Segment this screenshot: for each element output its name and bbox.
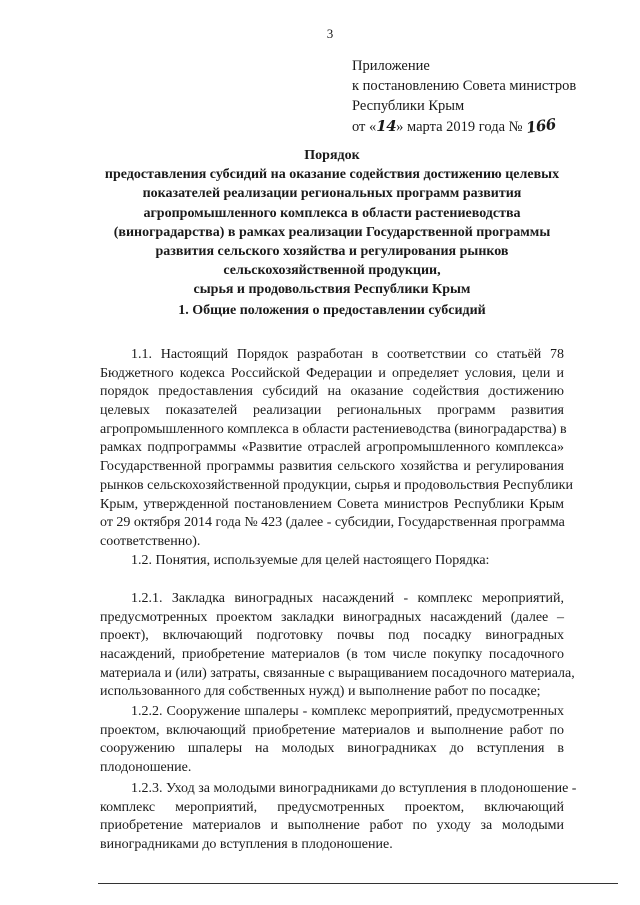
paragraph-line: Крым, утвержденной постановлением Совета министров Республики Крым <box>100 496 564 512</box>
paragraph-line: рынков сельскохозяйственной продукции, сырья и продовольствия Республики <box>100 477 573 493</box>
date-prefix: от « <box>352 119 377 135</box>
paragraph-line: от 29 октября 2014 года № 423 (далее - субсидии, Государственная программа <box>100 515 565 531</box>
date-day-handwritten: 14 <box>376 117 397 135</box>
paragraph-line: 1.2. Понятия, используемые для целей настоящего Порядка: <box>131 553 490 568</box>
paragraph-line: 1.2.3. Уход за молодыми виноградниками до вступления в плодоношение - <box>131 781 577 796</box>
paragraph-line: 1.2.2. Сооружение шпалеры - комплекс мероприятий, предусмотренных <box>131 704 564 719</box>
document-title <box>100 146 564 300</box>
title-line: показателей реализации региональных программ развития <box>142 186 522 202</box>
paragraph-line: предусмотренных проектом закладки виноградных насаждений (далее – <box>100 609 564 625</box>
paragraph-line: Бюджетного кодекса Российской Федерации и определяет условия, цели и <box>100 365 564 381</box>
paragraph-line: целевых показателей реализации региональных программ развития <box>100 403 564 419</box>
date-rest: » марта 2019 года № <box>396 119 523 135</box>
title-line: сельскохозяйственной продукции, <box>223 263 441 279</box>
appendix-reference: к постановлению Совета министров <box>352 78 577 94</box>
paragraph-1-1 <box>100 346 573 552</box>
paragraph-line: плодоношение. <box>100 760 192 776</box>
appendix-block <box>352 56 576 137</box>
title-line: (виноградарства) в рамках реализации Государственной программы <box>113 224 551 240</box>
paragraph-1-2-3 <box>100 780 577 855</box>
paragraph-line: материала и (или) затраты, связанные с выращиванием посадочного материала, <box>100 665 575 681</box>
appendix-republic: Республики Крым <box>352 98 465 114</box>
paragraph-line: виноградниками до вступления в плодоношение. <box>100 837 393 853</box>
paragraph-line: порядок предоставления субсидий на оказание содействия достижению <box>100 384 564 400</box>
paragraph-line: комплекс мероприятий, предусмотренных проектом, включающий <box>100 799 564 815</box>
paragraph-line: 1.1. Настоящий Порядок разработан в соответствии со статьёй 78 <box>131 347 564 362</box>
title-line: предоставления субсидий на оказание содействия достижению целевых <box>104 167 560 183</box>
paragraph-line: насаждений, приобретение материалов (в том числе покупку посадочного <box>100 647 564 663</box>
paragraph-line: использованного для собственных нужд) и выполнение работ по посадке; <box>100 684 541 700</box>
paragraph-1-2-2 <box>100 703 564 778</box>
doc-number-handwritten: 166 <box>525 115 558 137</box>
title-heading: Порядок <box>304 148 360 163</box>
paragraph-line: проект), включающий подготовку почвы под посадку виноградных <box>100 628 564 644</box>
title-line: агропромышленного комплекса в области растениеводства <box>143 205 521 221</box>
paragraph-line: рамках подпрограммы «Развитие отраслей агропромышленного комплекса» <box>100 440 564 456</box>
paragraph-line: соответственно). <box>100 533 201 549</box>
paragraph-line: Государственной программы развития сельского хозяйства и регулирования <box>100 459 564 475</box>
title-line: развития сельского хозяйства и регулирования рынков <box>155 244 509 260</box>
paragraph-1-2-1 <box>100 590 575 702</box>
page-number: 3 <box>326 26 334 41</box>
title-line: сырья и продовольствия Республики Крым <box>193 282 471 298</box>
paragraph-line: агропромышленного комплекса в области растениеводства (виноградарства) в <box>100 421 567 437</box>
paragraph-line: проектом, включающий приобретение материалов и выполнение работ по <box>100 722 564 738</box>
paragraph-1-2 <box>100 552 564 571</box>
paragraph-line: приобретение материалов и выполнение работ по уходу за молодыми <box>100 818 564 834</box>
appendix-title: Приложение <box>352 58 430 74</box>
paragraph-line: сооружению шпалеры на молодых виноградниках до вступления в <box>100 741 564 757</box>
appendix-date-line <box>352 116 576 137</box>
footnote-divider <box>98 883 618 884</box>
section-heading: 1. Общие положения о предоставлении субсидий <box>178 303 486 318</box>
paragraph-line: 1.2.1. Закладка виноградных насаждений - комплекс мероприятий, <box>131 591 564 606</box>
